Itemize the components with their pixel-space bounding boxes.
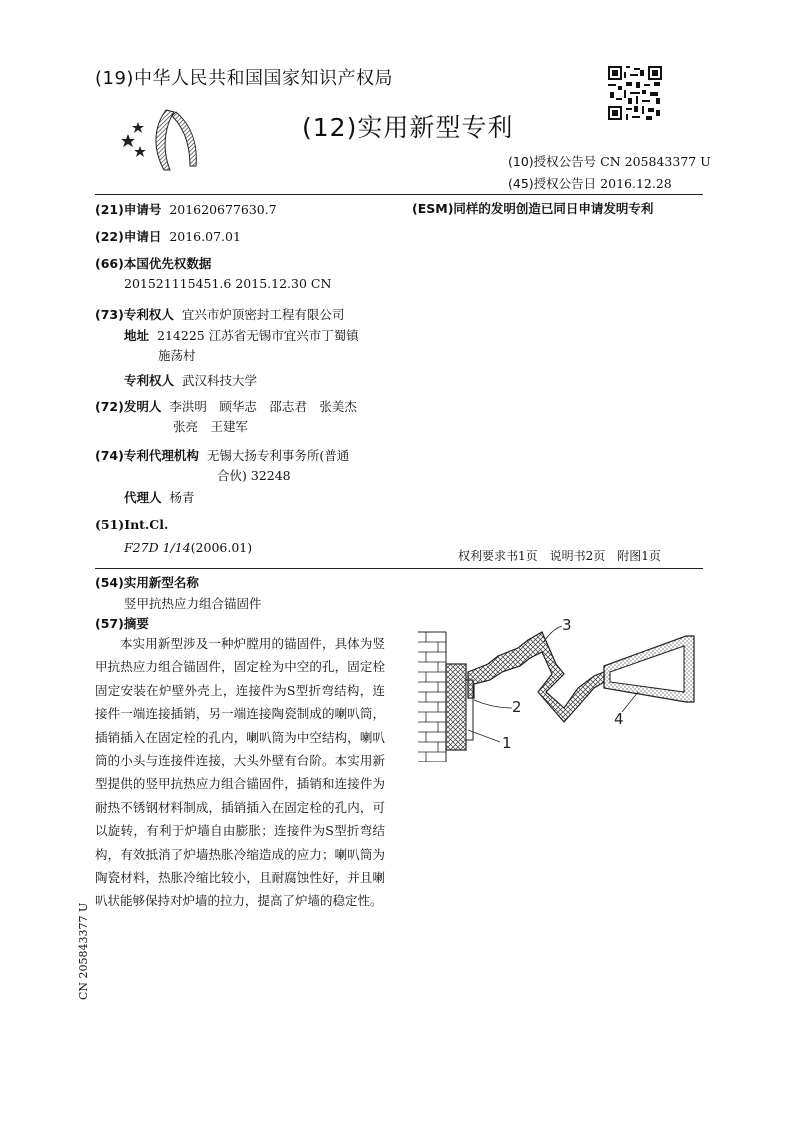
ipc-classification — [124, 537, 252, 556]
priority-label: (66)本国优先权数据 — [95, 256, 212, 271]
figure-label-3: 3 — [562, 616, 572, 634]
inventors-line1: 李洪明 顾华志 邵志君 张美杰 — [169, 399, 357, 414]
pub-date-row — [508, 174, 672, 192]
agent: 杨青 — [169, 490, 195, 505]
s-connector — [468, 632, 604, 722]
inventors-label: (72)发明人 — [95, 399, 162, 414]
address-line2: 施荡村 — [158, 348, 196, 363]
utility-model-name-label: (54)实用新型名称 — [95, 575, 199, 590]
patent-type-title: (12)实用新型专利 — [302, 113, 514, 142]
abstract-label: (57)摘要 — [95, 616, 149, 631]
address-label: 地址 — [124, 328, 150, 343]
biblio-divider — [95, 568, 703, 569]
pages-note: 权利要求书1页 说明书2页 附图1页 — [458, 549, 661, 563]
utility-model-name: 竖甲抗热应力组合锚固件 — [124, 596, 262, 611]
agent-label: 代理人 — [124, 490, 162, 505]
patentee-label: (73)专利权人 — [95, 307, 174, 322]
office-name: (19)中华人民共和国国家知识产权局 — [95, 68, 393, 89]
agency-line1: 无锡大扬专利事务所(普通 — [206, 448, 350, 463]
pub-date: 2016.12.28 — [600, 176, 672, 191]
qr-code-icon — [608, 66, 662, 120]
application-date-label: (22)申请日 — [95, 229, 162, 244]
patentee2-label: 专利权人 — [124, 373, 175, 388]
inventors-row — [95, 396, 357, 415]
esm-note: (ESM)同样的发明创造已同日申请发明专利 — [412, 201, 654, 216]
pub-number: CN 205843377 U — [600, 154, 711, 169]
patentee: 宜兴市炉顶密封工程有限公司 — [181, 307, 345, 322]
inventors-line2: 张亮 王建军 — [173, 419, 249, 434]
ipc-label: (51)Int.Cl. — [95, 517, 169, 532]
application-number-label: (21)申请号 — [95, 202, 162, 217]
patentee-row — [95, 304, 344, 323]
ipc-code: F27D 1/14 — [124, 540, 191, 555]
figure-label-4: 4 — [614, 710, 624, 728]
side-publication-number: CN 205843377 U — [77, 902, 90, 1000]
address-line1: 214225 江苏省无锡市宜兴市丁蜀镇 — [157, 328, 359, 343]
abstract-paragraph: 本实用新型涉及一种炉膛用的锚固件，具体为竖甲抗热应力组合锚固件，固定栓为中空的孔，固定栓固定安装在炉壁外壳上，连接件为S型折弯结构，连接件一端连接插销，另一端连接陶瓷制成的喇叭筒，插销插入在固定栓的孔内，喇叭筒为中空结构，喇叭筒的小头与连接件连接，大头外壁有台阶。本实用新型提供的竖甲抗热应力组合锚固件，插销和连接件为耐热不锈钢材料制成，插销插入在固定栓的孔内，可以旋转，有利于炉墙自由膨胀；连接件为S型折弯结构，有效抵消了炉墙热胀冷缩造成的应力；喇叭筒为陶瓷材料，热胀冷缩比较小，且耐腐蚀性好，并且喇叭状能够保持对炉墙的拉力，提高了炉墙的稳定性。 — [95, 636, 385, 909]
agency-line2: 合伙) 32248 — [217, 468, 291, 483]
figure-label-1: 1 — [502, 734, 512, 752]
anchor-assembly-figure — [418, 612, 718, 762]
application-number: 201620677630.7 — [169, 202, 277, 217]
patentee2: 武汉科技大学 — [182, 373, 258, 388]
address-row — [124, 325, 359, 344]
agent-row — [124, 487, 195, 506]
furnace-wall — [418, 632, 446, 762]
application-date-row — [95, 226, 241, 245]
patentee2-row — [124, 370, 257, 389]
cnipa-logo-icon — [118, 104, 218, 176]
pub-number-row — [508, 152, 711, 170]
agency-label: (74)专利代理机构 — [95, 448, 199, 463]
agency-row — [95, 445, 349, 464]
figure-label-2: 2 — [512, 698, 522, 716]
ipc-year: (2006.01) — [190, 540, 253, 555]
ipc-row — [95, 514, 168, 533]
abstract-text — [95, 632, 385, 913]
application-number-row — [95, 199, 277, 218]
priority-value: 201521115451.6 2015.12.30 CN — [124, 276, 332, 291]
pub-date-label: (45)授权公告日 — [508, 176, 597, 191]
header-divider — [95, 194, 703, 195]
pub-number-label: (10)授权公告号 — [508, 154, 597, 169]
fixing-bolt — [446, 664, 466, 750]
application-date: 2016.07.01 — [169, 229, 241, 244]
